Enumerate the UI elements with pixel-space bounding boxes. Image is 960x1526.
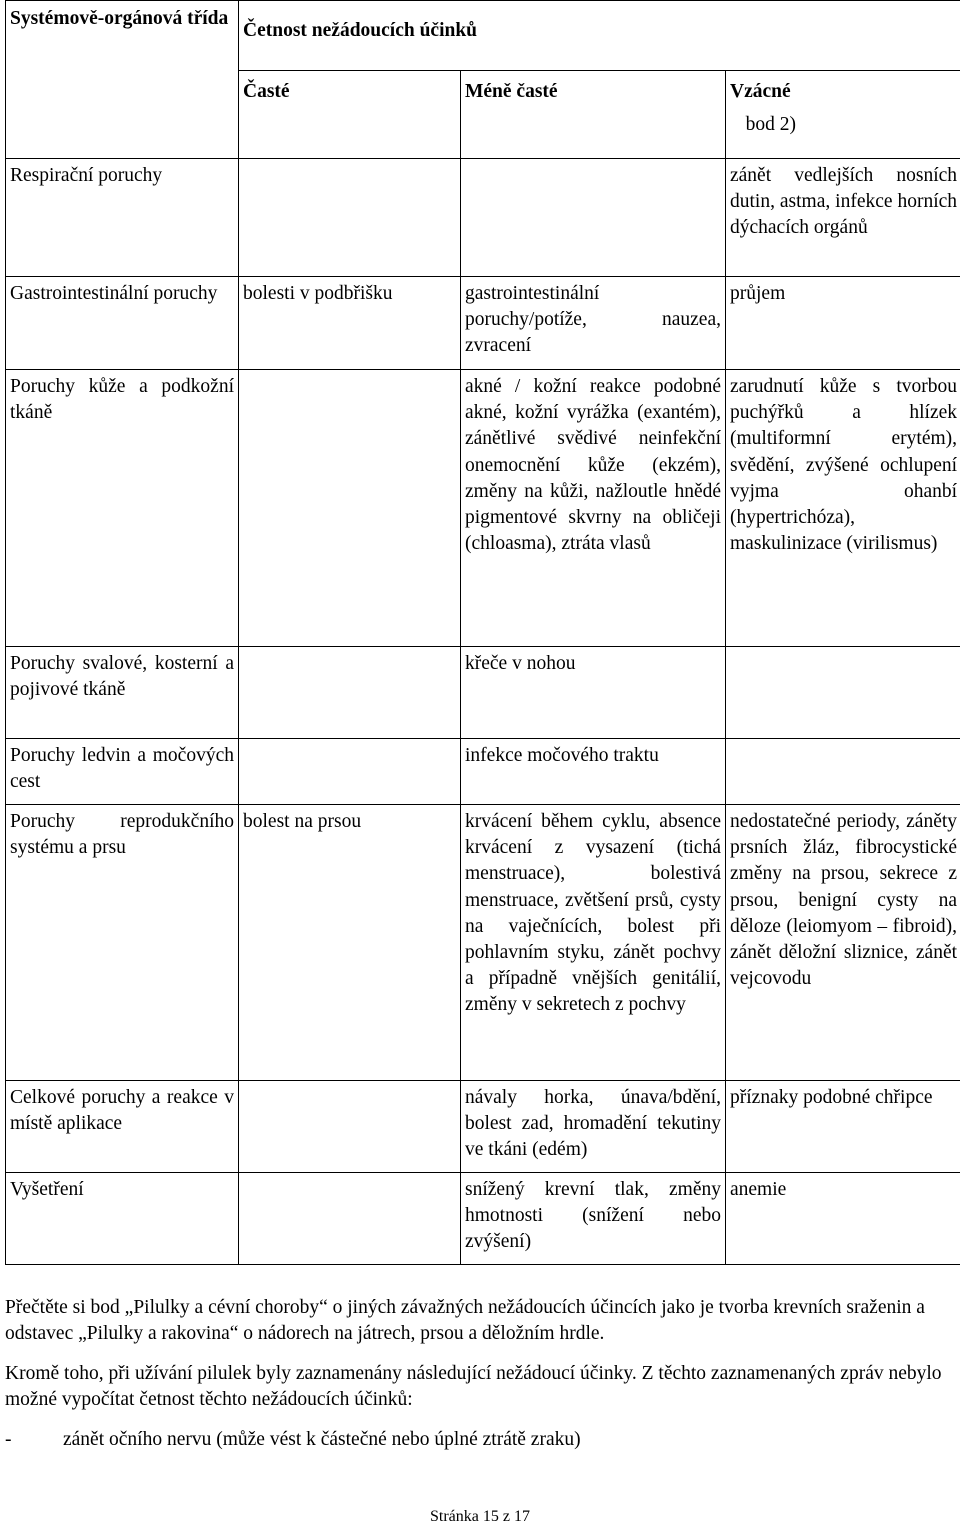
table-row — [6, 159, 960, 277]
table-row — [6, 1081, 960, 1173]
header-uncommon-note — [461, 112, 726, 159]
note-paragraph-2: Kromě toho, při užívání pilulek byly zaznamenány následující nežádoucí účinky. Z těchto zaznamenaných zpráv nebylo možné vypočítat četnost těchto nežádoucích účinků: — [5, 1363, 942, 1411]
uncommon-cell: akné / kožní reakce podobné akné, kožní vyrážka (exantém), zánětlivé svědivé neinfekční onemocnění kůže (ekzém), změny na kůži, nažloutle hnědé pigmentové skvrny na obličeji (chloasma), ztráta vlasů — [461, 370, 726, 647]
common-cell: bolest na prsou — [239, 805, 461, 1081]
page-number: Stránka 15 z 17 — [430, 1508, 530, 1525]
common-cell — [239, 739, 461, 805]
organ-class-cell: Respirační poruchy — [6, 159, 239, 277]
common-cell — [239, 1173, 461, 1265]
uncommon-cell: křeče v nohou — [461, 647, 726, 739]
table-row — [6, 277, 960, 370]
header-row — [6, 1, 960, 71]
bullet-dash: - — [5, 1429, 12, 1450]
header-frequency: Četnost nežádoucích účinků — [239, 1, 960, 71]
note-paragraph-1: Přečtěte si bod „Pilulky a cévní choroby“ o jiných závažných nežádoucích účincích jako je tvorba krevních sraženin a odstavec „Pilulky a rakovina“ o nádorech na játrech, prsou a děložním hrdle. — [5, 1297, 925, 1345]
rare-cell: příznaky podobné chřipce — [726, 1081, 960, 1173]
table-row — [6, 1173, 960, 1265]
table-row — [6, 805, 960, 1081]
organ-class-cell: Poruchy svalové, kosterní a pojivové tkáně — [6, 647, 239, 739]
uncommon-cell: gastrointestinální poruchy/potíže, nauzea, zvracení — [461, 277, 726, 370]
table-row — [6, 647, 960, 739]
uncommon-cell — [461, 159, 726, 277]
side-effects-table — [5, 0, 960, 1265]
header-uncommon: Méně časté — [461, 71, 726, 112]
organ-class-cell: Celkové poruchy a reakce v místě aplikace — [6, 1081, 239, 1173]
organ-class-cell: Poruchy kůže a podkožní tkáně — [6, 370, 239, 647]
rare-cell: průjem — [726, 277, 960, 370]
header-common: Časté — [239, 71, 461, 112]
common-cell — [239, 647, 461, 739]
rare-cell — [726, 647, 960, 739]
organ-class-cell: Vyšetření — [6, 1173, 239, 1265]
header-rare: Vzácné — [726, 71, 960, 112]
rare-cell: nedostatečné periody, záněty prsních žláz, fibrocystické změny na prsou, sekrece z prsou, benigní cysty na děloze (leiomyom – fibroid), zánět děložní sliznice, zánět vejcovodu — [726, 805, 960, 1081]
uncommon-cell: infekce močového traktu — [461, 739, 726, 805]
table-row — [6, 370, 960, 647]
common-cell — [239, 370, 461, 647]
uncommon-cell: návaly horka, únava/bdění, bolest zad, hromadění tekutiny ve tkáni (edém) — [461, 1081, 726, 1173]
organ-class-cell: Poruchy ledvin a močových cest — [6, 739, 239, 805]
bullet-text: zánět očního nervu (může vést k částečné nebo úplné ztrátě zraku) — [63, 1429, 581, 1450]
organ-class-cell: Gastrointestinální poruchy — [6, 277, 239, 370]
organ-class-cell: Poruchy reprodukčního systému a prsu — [6, 805, 239, 1081]
common-cell: bolesti v podbřišku — [239, 277, 461, 370]
rare-cell: zarudnutí kůže s tvorbou puchýřků a hlízek (multiformní erytém), svědění, zvýšené ochlupení vyjma ohanbí (hypertrichóza), maskulinizace (virilismus) — [726, 370, 960, 647]
uncommon-cell: snížený krevní tlak, změny hmotnosti (snížení nebo zvýšení) — [461, 1173, 726, 1265]
common-cell — [239, 1081, 461, 1173]
common-cell — [239, 159, 461, 277]
header-common-note — [239, 112, 461, 159]
rare-cell — [726, 739, 960, 805]
header-rare-note: bod 2) — [726, 112, 960, 159]
table-row — [6, 739, 960, 805]
rare-cell: zánět vedlejších nosních dutin, astma, infekce horních dýchacích orgánů — [726, 159, 960, 277]
rare-cell: anemie — [726, 1173, 960, 1265]
bullet-item — [5, 1427, 581, 1453]
uncommon-cell: krvácení během cyklu, absence krvácení z vysazení (tichá menstruace), bolestivá menstruace, zvětšení prsů, cysty na vaječnících, bolest při pohlavním styku, zánět pochvy a případně vnějších genitálií, změny v sekretech z pochvy — [461, 805, 726, 1081]
header-organ-class: Systémově-orgánová třída — [6, 1, 239, 159]
